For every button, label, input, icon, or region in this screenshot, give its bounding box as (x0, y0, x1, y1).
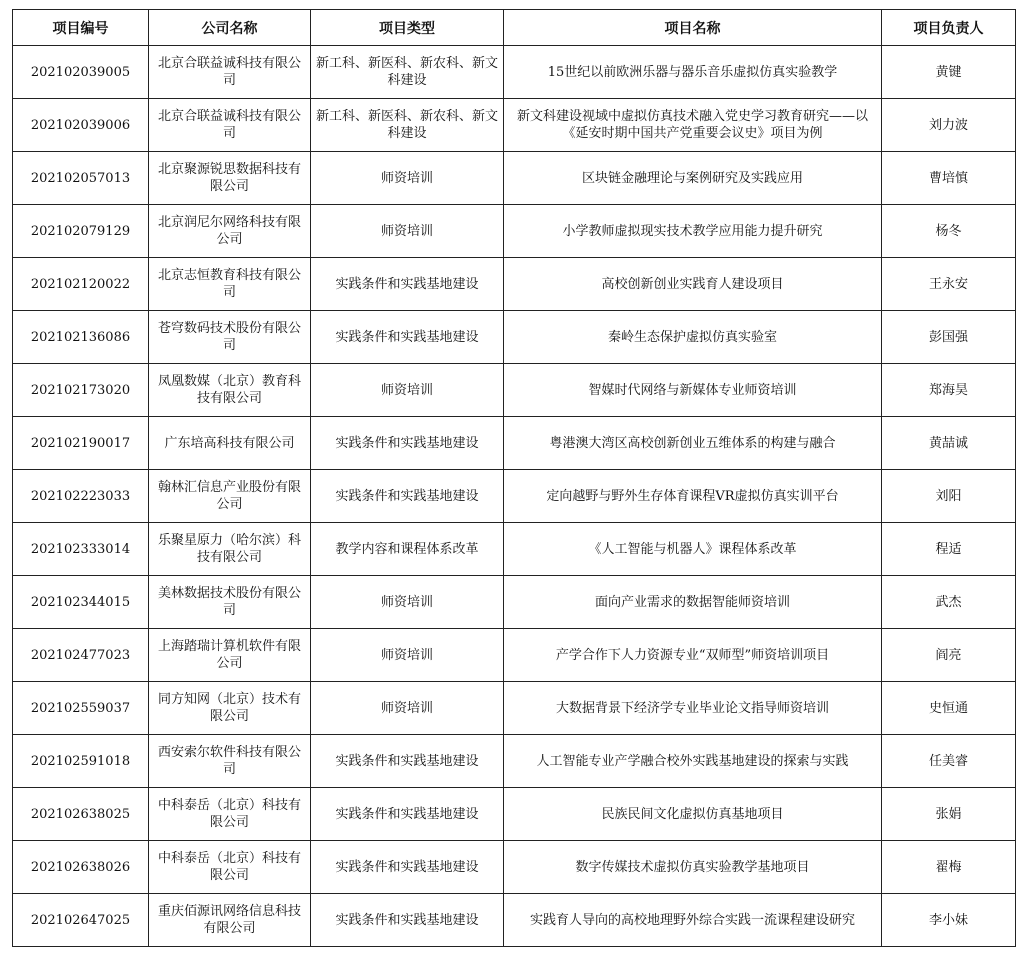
cell-company-name: 中科泰岳（北京）科技有限公司 (149, 788, 311, 841)
cell-project-name: 粤港澳大湾区高校创新创业五维体系的构建与融合 (504, 417, 882, 470)
cell-project-type: 师资培训 (311, 629, 504, 682)
cell-project-id: 202102136086 (13, 311, 149, 364)
cell-project-type: 新工科、新医科、新农科、新文科建设 (311, 99, 504, 152)
cell-company-name: 上海踏瑞计算机软件有限公司 (149, 629, 311, 682)
cell-company-name: 北京合联益诚科技有限公司 (149, 99, 311, 152)
cell-project-lead: 曹培慎 (882, 152, 1016, 205)
cell-project-id: 202102039005 (13, 46, 149, 99)
cell-project-name: 大数据背景下经济学专业毕业论文指导师资培训 (504, 682, 882, 735)
cell-project-lead: 刘阳 (882, 470, 1016, 523)
cell-project-id: 202102638026 (13, 841, 149, 894)
cell-project-name: 小学教师虚拟现实技术教学应用能力提升研究 (504, 205, 882, 258)
cell-project-name: 实践育人导向的高校地理野外综合实践一流课程建设研究 (504, 894, 882, 947)
cell-project-lead: 张娟 (882, 788, 1016, 841)
projects-table (12, 9, 1016, 947)
header-project-name: 项目名称 (504, 10, 882, 46)
table-row (13, 311, 1016, 364)
cell-project-name: 区块链金融理论与案例研究及实践应用 (504, 152, 882, 205)
cell-project-lead: 黄键 (882, 46, 1016, 99)
cell-company-name: 西安索尔软件科技有限公司 (149, 735, 311, 788)
cell-project-type: 实践条件和实践基地建设 (311, 894, 504, 947)
cell-company-name: 北京润尼尔网络科技有限公司 (149, 205, 311, 258)
cell-project-name: 智媒时代网络与新媒体专业师资培训 (504, 364, 882, 417)
cell-project-type: 实践条件和实践基地建设 (311, 417, 504, 470)
table-row (13, 894, 1016, 947)
cell-company-name: 北京志恒教育科技有限公司 (149, 258, 311, 311)
cell-project-lead: 阎亮 (882, 629, 1016, 682)
table-row (13, 205, 1016, 258)
cell-project-type: 新工科、新医科、新农科、新文科建设 (311, 46, 504, 99)
table-row (13, 99, 1016, 152)
cell-project-name: 数字传媒技术虚拟仿真实验教学基地项目 (504, 841, 882, 894)
table-row (13, 417, 1016, 470)
cell-project-id: 202102190017 (13, 417, 149, 470)
cell-project-lead: 程适 (882, 523, 1016, 576)
cell-project-lead: 王永安 (882, 258, 1016, 311)
table-row (13, 523, 1016, 576)
cell-project-lead: 李小妹 (882, 894, 1016, 947)
cell-project-type: 实践条件和实践基地建设 (311, 470, 504, 523)
cell-company-name: 重庆佰源讯网络信息科技有限公司 (149, 894, 311, 947)
cell-project-lead: 翟梅 (882, 841, 1016, 894)
cell-company-name: 美林数据技术股份有限公司 (149, 576, 311, 629)
cell-project-name: 新文科建设视域中虚拟仿真技术融入党史学习教育研究——以《延安时期中国共产党重要会议史》项目为例 (504, 99, 882, 152)
table-row (13, 364, 1016, 417)
cell-project-id: 202102173020 (13, 364, 149, 417)
table-row (13, 682, 1016, 735)
cell-project-type: 实践条件和实践基地建设 (311, 841, 504, 894)
cell-project-lead: 刘力波 (882, 99, 1016, 152)
table-row (13, 152, 1016, 205)
header-project-id: 项目编号 (13, 10, 149, 46)
cell-project-lead: 武杰 (882, 576, 1016, 629)
table-row (13, 735, 1016, 788)
cell-project-id: 202102344015 (13, 576, 149, 629)
cell-project-name: 《人工智能与机器人》课程体系改革 (504, 523, 882, 576)
cell-company-name: 北京合联益诚科技有限公司 (149, 46, 311, 99)
cell-company-name: 广东培高科技有限公司 (149, 417, 311, 470)
cell-project-type: 师资培训 (311, 205, 504, 258)
cell-project-name: 定向越野与野外生存体育课程VR虚拟仿真实训平台 (504, 470, 882, 523)
cell-project-type: 实践条件和实践基地建设 (311, 735, 504, 788)
header-project-type: 项目类型 (311, 10, 504, 46)
cell-company-name: 凤凰数媒（北京）教育科技有限公司 (149, 364, 311, 417)
cell-project-id: 202102559037 (13, 682, 149, 735)
cell-company-name: 乐聚星原力（哈尔滨）科技有限公司 (149, 523, 311, 576)
cell-project-id: 202102079129 (13, 205, 149, 258)
cell-company-name: 苍穹数码技术股份有限公司 (149, 311, 311, 364)
cell-project-lead: 杨冬 (882, 205, 1016, 258)
cell-project-type: 实践条件和实践基地建设 (311, 311, 504, 364)
cell-project-name: 高校创新创业实践育人建设项目 (504, 258, 882, 311)
cell-project-id: 202102223033 (13, 470, 149, 523)
cell-project-id: 202102647025 (13, 894, 149, 947)
header-project-lead: 项目负责人 (882, 10, 1016, 46)
cell-project-name: 民族民间文化虚拟仿真基地项目 (504, 788, 882, 841)
cell-project-id: 202102333014 (13, 523, 149, 576)
cell-project-id: 202102057013 (13, 152, 149, 205)
table-row (13, 46, 1016, 99)
cell-project-lead: 黄喆诚 (882, 417, 1016, 470)
cell-project-name: 秦岭生态保护虚拟仿真实验室 (504, 311, 882, 364)
cell-company-name: 中科泰岳（北京）科技有限公司 (149, 841, 311, 894)
header-company-name: 公司名称 (149, 10, 311, 46)
cell-project-lead: 史恒通 (882, 682, 1016, 735)
cell-project-name: 产学合作下人力资源专业“双师型”师资培训项目 (504, 629, 882, 682)
cell-project-name: 面向产业需求的数据智能师资培训 (504, 576, 882, 629)
cell-project-lead: 任美睿 (882, 735, 1016, 788)
cell-project-id: 202102120022 (13, 258, 149, 311)
cell-project-id: 202102477023 (13, 629, 149, 682)
cell-project-type: 师资培训 (311, 576, 504, 629)
table-row (13, 576, 1016, 629)
cell-project-type: 实践条件和实践基地建设 (311, 788, 504, 841)
cell-project-lead: 彭国强 (882, 311, 1016, 364)
table-header-row (13, 10, 1016, 46)
table-row (13, 788, 1016, 841)
table-row (13, 258, 1016, 311)
cell-project-type: 师资培训 (311, 682, 504, 735)
cell-project-id: 202102591018 (13, 735, 149, 788)
cell-project-name: 人工智能专业产学融合校外实践基地建设的探索与实践 (504, 735, 882, 788)
cell-project-type: 实践条件和实践基地建设 (311, 258, 504, 311)
cell-project-type: 教学内容和课程体系改革 (311, 523, 504, 576)
cell-project-type: 师资培训 (311, 364, 504, 417)
table-row (13, 841, 1016, 894)
cell-company-name: 北京聚源锐思数据科技有限公司 (149, 152, 311, 205)
cell-project-id: 202102638025 (13, 788, 149, 841)
table-row (13, 629, 1016, 682)
cell-project-lead: 郑海昊 (882, 364, 1016, 417)
table-row (13, 470, 1016, 523)
cell-company-name: 翰林汇信息产业股份有限公司 (149, 470, 311, 523)
cell-project-id: 202102039006 (13, 99, 149, 152)
cell-company-name: 同方知网（北京）技术有限公司 (149, 682, 311, 735)
cell-project-type: 师资培训 (311, 152, 504, 205)
cell-project-name: 15世纪以前欧洲乐器与器乐音乐虚拟仿真实验教学 (504, 46, 882, 99)
